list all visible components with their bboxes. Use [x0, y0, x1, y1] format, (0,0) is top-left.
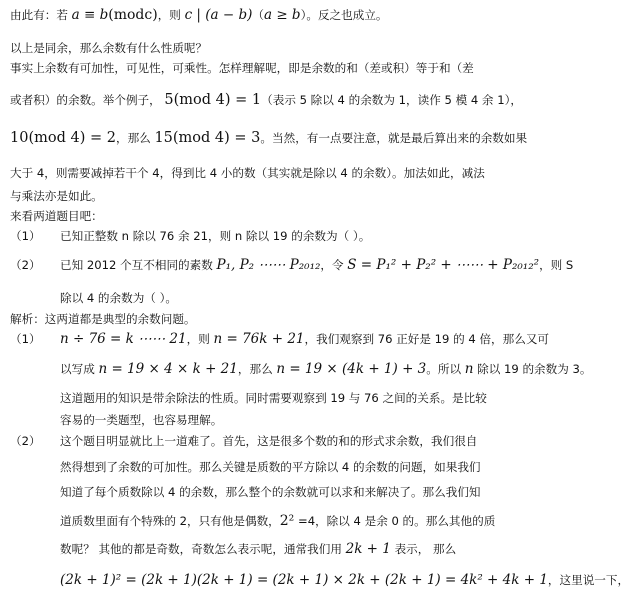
item-number: （2） [10, 434, 41, 448]
text-segment: ）。反之也成立。 [300, 8, 388, 22]
math-expression: n = 19 × 4 × k + 21 [98, 361, 238, 377]
text-line [0, 572, 640, 588]
text-segment: 表示， 那么 [390, 542, 457, 556]
math-expression: n = 19 × (4k + 1) + 3 [276, 361, 427, 377]
math-expression: (modc) [108, 7, 158, 23]
text-segment: 解析：这两道都是典型的余数问题。 [10, 312, 196, 326]
math-expression: n [464, 361, 474, 377]
item-number: （2） [10, 258, 41, 272]
text-line [0, 208, 590, 224]
text-segment: 容易的一类题型，也容易理解。 [60, 413, 223, 427]
text-segment: ，则 [186, 332, 214, 346]
math-expression: 5(mod 4) = 1 [164, 92, 262, 108]
text-segment: 大于 4，则需要减掉若干个 4，得到比 4 小的数（其实就是除以 4 的余数）。加法如此，减法 [10, 166, 485, 180]
text-line [0, 331, 590, 347]
text-line [0, 165, 590, 181]
text-segment: ，我们观察到 76 正好是 19 的 4 倍，那么又可 [304, 332, 550, 346]
math-expression: 2k + 1 [345, 541, 391, 557]
text-line [0, 228, 590, 244]
text-line [0, 60, 590, 76]
math-expression: 15(mod 4) = 3 [154, 130, 261, 146]
math-expression: n = 76k + 21 [213, 331, 305, 347]
text-segment: 由此有：若 [10, 8, 72, 22]
text-line [0, 541, 640, 557]
text-line [0, 257, 590, 273]
text-line [0, 433, 590, 449]
text-segment: ，则 S [539, 258, 574, 272]
text-segment: 。当然，有一点要注意，就是最后算出来的余数如果 [260, 131, 528, 145]
text-line [0, 412, 640, 428]
text-line [0, 484, 640, 500]
text-segment: 道质数里面有个特殊的 2，只有他是偶数， [60, 514, 280, 528]
math-expression: a ≥ b [263, 7, 301, 23]
math-expression: S = P₁² + P₂² + ⋯⋯ + P₂₀₁₂² [347, 257, 540, 273]
text-segment: 然得想到了余数的可加性。那么关键是质数的平方除以 4 的余数的问题，如果我们 [60, 460, 481, 474]
text-segment: 。所以 [426, 362, 465, 376]
text-segment: ，那么 [237, 362, 277, 376]
text-segment: 除以 4 的余数为（ ）。 [60, 291, 177, 305]
math-expression: 2² [279, 513, 295, 529]
text-segment: 来看两道题目吧： [10, 209, 103, 223]
text-line [0, 130, 590, 146]
text-segment: 与乘法亦是如此。 [10, 189, 103, 203]
text-line [0, 459, 640, 475]
text-segment: 事实上余数有可加性，可见性，可乘性。怎样理解呢，即是余数的和（差或积）等于和（差 [10, 61, 474, 75]
text-line [0, 290, 640, 306]
text-line [0, 361, 640, 377]
text-segment: 除以 19 的余数为 3。 [473, 362, 592, 376]
text-segment: 这道题用的知识是带余除法的性质。同时需要观察到 19 与 76 之间的关系。是比较 [60, 391, 487, 405]
text-line [0, 188, 590, 204]
text-segment: 知道了每个质数除以 4 的余数，那么整个的余数就可以求和来解决了。那么我们知 [60, 485, 481, 499]
math-expression: n ÷ 76 = k ⋯⋯ 21 [60, 331, 187, 347]
text-line [0, 513, 640, 529]
text-line [0, 311, 590, 327]
text-segment: 以写成 [60, 362, 99, 376]
text-segment: 或者积）的余数。举个例子， [10, 93, 165, 107]
item-number: （1） [10, 229, 41, 243]
text-segment: 已知正整数 n 除以 76 余 21，则 n 除以 19 的余数为（ ）。 [60, 229, 371, 243]
text-segment: 已知 2012 个互不相同的素数 [60, 258, 217, 272]
text-segment: （表示 5 除以 4 的余数为 1，读作 5 模 4 余 1）， [261, 93, 522, 107]
math-expression: 10(mod 4) = 2 [10, 130, 116, 146]
math-expression: P₁, P₂ ⋯⋯ P₂₀₁₂ [216, 257, 321, 273]
text-segment: 这个题目明显就比上一道难了。首先，这是很多个数的和的形式求余数，我们很自 [60, 434, 478, 448]
text-segment: =4，除以 4 是余 0 的。那么其他的质 [294, 514, 496, 528]
text-line [0, 390, 640, 406]
text-line [0, 92, 590, 108]
text-segment: ，那么 [115, 131, 155, 145]
item-number: （1） [10, 332, 41, 346]
text-segment: 数呢？ 其他的都是奇数，奇数怎么表示呢，通常我们用 [60, 542, 346, 556]
text-line [0, 7, 590, 23]
text-segment: ，则 [157, 8, 185, 22]
text-segment: （ [252, 8, 264, 22]
math-expression: a ≡ b [71, 7, 109, 23]
text-segment: ，这里说一下， [547, 573, 630, 587]
text-segment: 以上是同余，那么余数有什么性质呢？ [10, 41, 208, 55]
text-line [0, 40, 590, 56]
text-segment: ，令 [320, 258, 348, 272]
math-expression: (2k + 1)² = (2k + 1)(2k + 1) = (2k + 1) × 2k + (2k + 1) = 4k² + 4k + 1 [60, 572, 548, 588]
math-expression: c | (a − b) [184, 7, 253, 23]
